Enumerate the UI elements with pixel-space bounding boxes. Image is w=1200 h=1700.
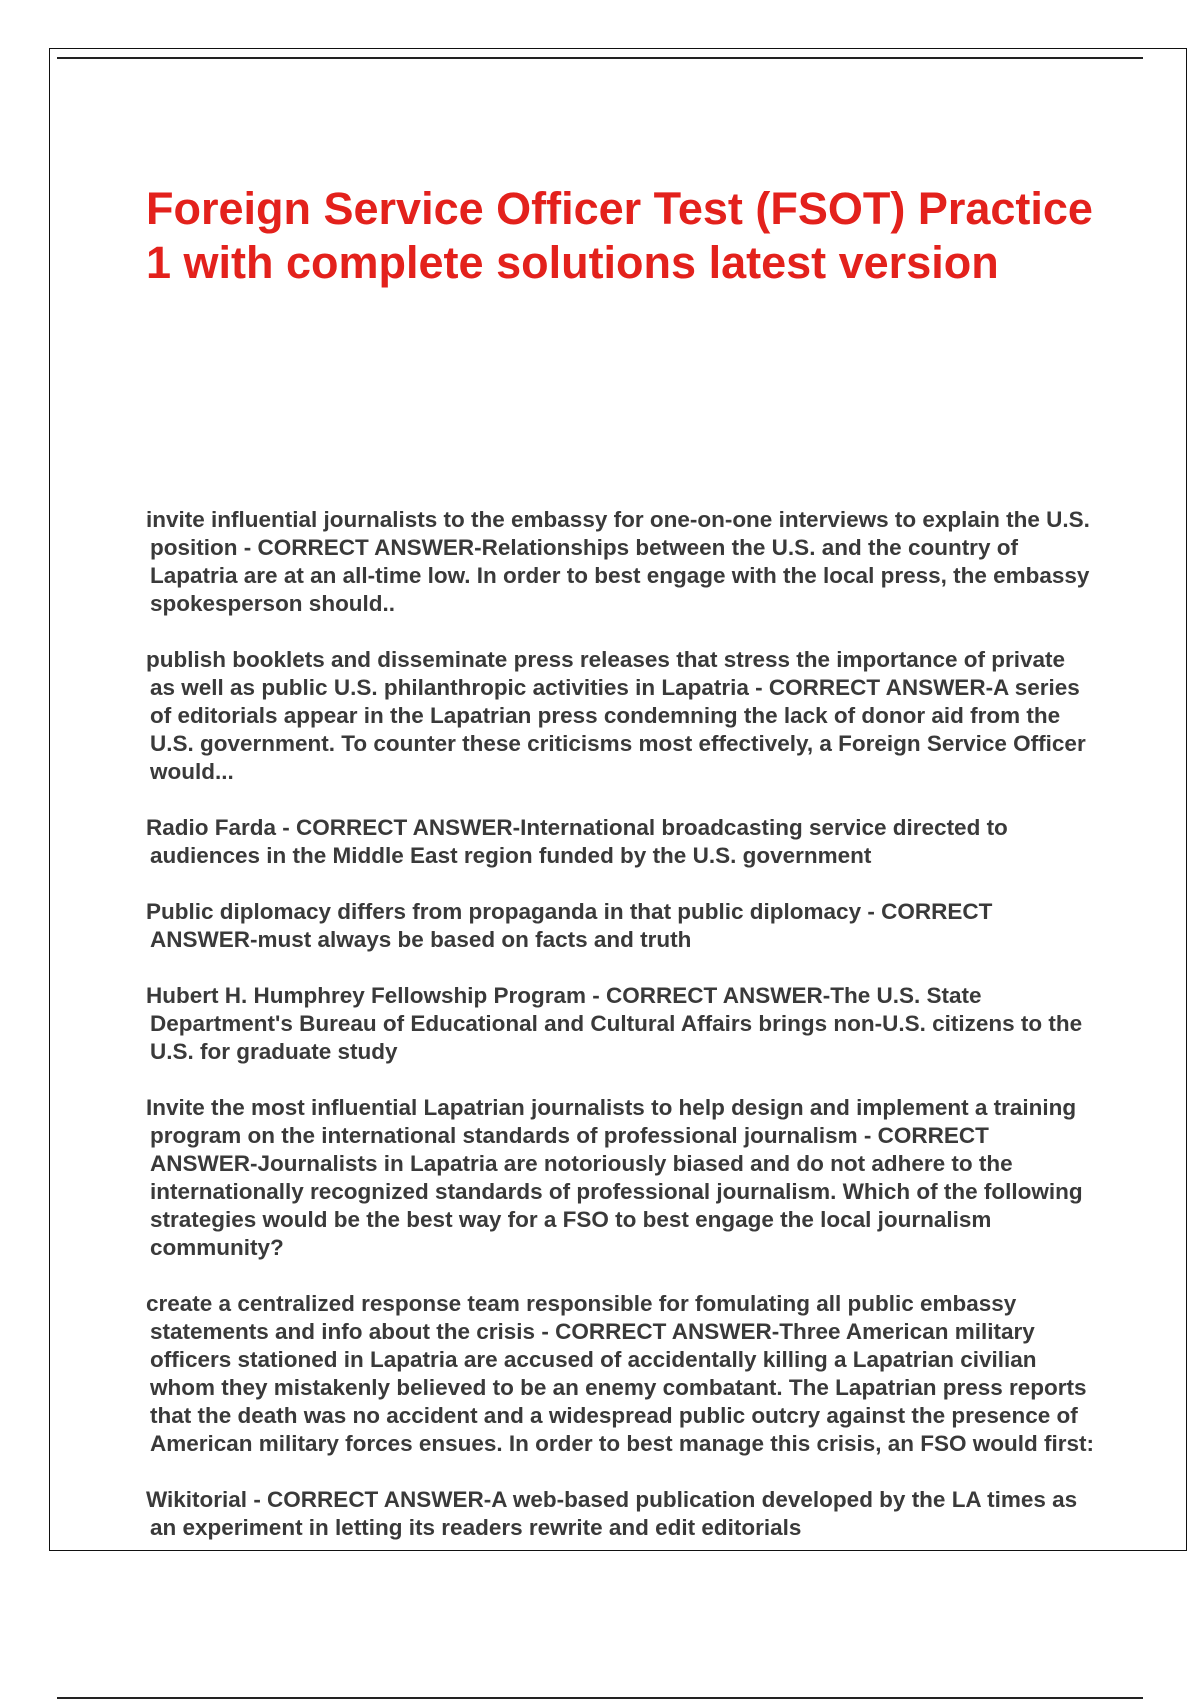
qa-item: Wikitorial - CORRECT ANSWER-A web-based publication developed by the LA times as an experiment in letting its readers rewrite and edit editorials [146,1487,1078,1540]
qa-item: invite influential journalists to the embassy for one-on-one interviews to explain the U.S. position - CORRECT ANSWER-Relationships between the U.S. and the country of Lapatria are at an all-time low. In order to best engage with the local press, the embassy spokesperson should.. [146,507,1090,616]
qa-item: create a centralized response team responsible for fomulating all public embassy statements and info about the crisis - CORRECT ANSWER-Three American military officers stationed in Lapatria are accused of accidentally killing a Lapatrian civilian whom they mistakenly believed to be an enemy combatant. The Lapatrian press reports that the death was no accident and a widespread public outcry against the presence of American military forces ensues. In order to best manage this crisis, an FSO would first: [146,1291,1095,1456]
bottom-rule [57,1697,1143,1699]
qa-item: publish booklets and disseminate press releases that stress the importance of private as well as public U.S. philanthropic activities in Lapatria - CORRECT ANSWER-A series of editorials appear in the Lapatrian press condemning the lack of donor aid from the U.S. government. To counter these criticisms most effectively, a Foreign Service Officer would... [146,647,1086,784]
qa-item: Public diplomacy differs from propaganda in that public diplomacy - CORRECT ANSWER-must always be based on facts and truth [146,899,993,952]
document-title: Foreign Service Officer Test (FSOT) Practice 1 with complete solutions latest version [146,183,1093,288]
qa-item: Radio Farda - CORRECT ANSWER-International broadcasting service directed to audiences in the Middle East region funded by the U.S. government [146,815,1008,868]
qa-item: Invite the most influential Lapatrian journalists to help design and implement a training program on the international standards of professional journalism - CORRECT ANSWER-Journalists in Lapatria are notoriously biased and do not adhere to the internationally recognized standards of professional journalism. Which of the following strategies would be the best way for a FSO to best engage the local journalism community? [146,1095,1083,1260]
qa-list [146,506,1096,1570]
qa-item: Hubert H. Humphrey Fellowship Program - CORRECT ANSWER-The U.S. State Department's Bureau of Educational and Cultural Affairs brings non-U.S. citizens to the U.S. for graduate study [146,983,1083,1064]
top-rule [57,57,1143,59]
